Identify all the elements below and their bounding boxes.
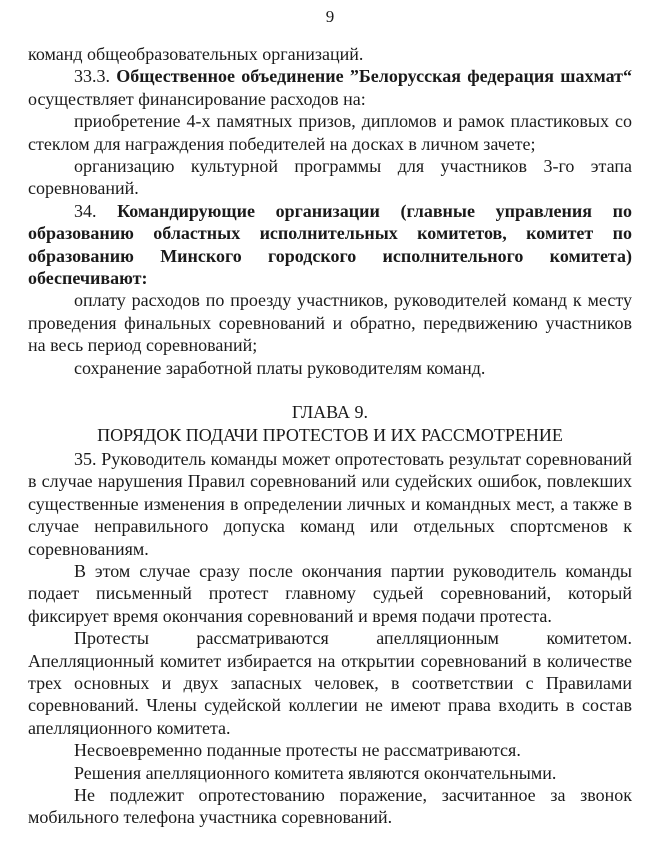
clause-number: 33.3. (74, 66, 110, 87)
paragraph-protest-procedure: В этом случае сразу после окончания партии руководитель команды подает письменный протест главному судьей соревнований, который фиксирует время окончания соревнований и время подачи протеста. (28, 560, 632, 626)
paragraph-phone-forfeit: Не подлежит опротестованию поражение, засчитанное за звонок мобильного телефона участника соревнований. (28, 785, 632, 828)
paragraph-late-protests: Несвоевременно поданные протесты не рассматриваются. (74, 740, 521, 761)
clause-subject: Командирующие организации (главные управления по образованию областных исполнительных комитетов, комитет по образованию Минского городского исполнительного комитета) обеспечивают: (28, 200, 632, 289)
list-item-travel: оплату расходов по проезду участников, руководителей команд к месту проведения финальных соревнований и обратно, передвижению участников на весь период соревнований; (28, 290, 632, 356)
paragraph-35: 35. Руководитель команды может опротестовать результат соревнований в случае нарушения Правил соревнований или судейских ошибок, повлекших существенные изменения в определении личных и командных мест, а также в случае неправильного допуска команд или отдельных спортсменов к соревнованиям. (28, 448, 632, 559)
paragraph-appeal-committee: Протесты рассматриваются апелляционным комитетом. Апелляционный комитет избирается на открытии соревнований в количестве трех основных и двух запасных человек, в соответствии с Правилами соревнований. Члены судейской коллегии не имеют права входить в состав апелляционного комитета. (28, 628, 632, 738)
document-page (28, 6, 632, 829)
clause-text: осуществляет финансирование расходов на: (28, 88, 366, 109)
clause-subject: Общественное объединение ”Белорусская федерация шахмат“ (116, 66, 633, 87)
list-item-prizes: приобретение 4-х памятных призов, дипломов и рамок пластиковых со стеклом для награждения победителей на досках в личном зачете; (28, 111, 632, 154)
chapter-number: ГЛАВА 9. (291, 402, 369, 423)
clause-number: 34. (74, 200, 97, 221)
page-number: 9 (325, 7, 335, 26)
list-item-culture: организацию культурной программы для участников 3-го этапа соревнований. (28, 156, 632, 199)
paragraph-33-3 (28, 65, 632, 110)
chapter-title: ПОРЯДОК ПОДАЧИ ПРОТЕСТОВ И ИХ РАССМОТРЕНИЕ (97, 424, 563, 445)
list-item-salary: сохранение заработной платы руководителям команд. (74, 357, 486, 378)
paragraph-final-decisions: Решения апелляционного комитета являются окончательными. (74, 762, 557, 783)
paragraph-continuation: команд общеобразовательных организаций. (28, 44, 364, 64)
paragraph-34 (28, 200, 632, 290)
